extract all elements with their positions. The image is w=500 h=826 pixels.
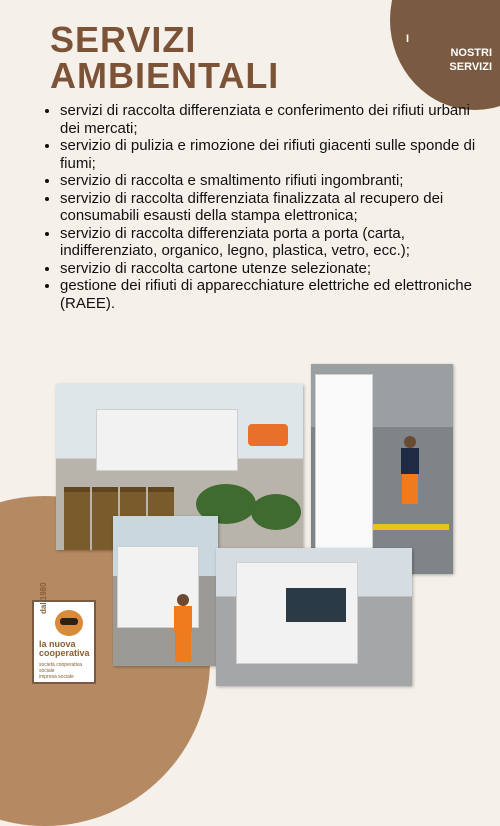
page-title-line1: SERVIZI bbox=[50, 19, 197, 60]
truck-shape bbox=[96, 409, 238, 471]
van-shape bbox=[315, 374, 373, 551]
service-item: • servizio di pulizia e rimozione dei rifiuti giacenti sulle sponde di fiumi; bbox=[60, 137, 480, 172]
corner-badge-line1: I bbox=[406, 33, 410, 45]
bin-shape bbox=[64, 487, 90, 550]
photo-street-sweeper bbox=[216, 548, 412, 686]
worker-figure bbox=[395, 436, 425, 504]
windshield-shape bbox=[286, 588, 346, 622]
service-item: • servizio di raccolta differenziata finalizzata al recupero dei consumabili esausti della stampa elettronica; bbox=[60, 190, 480, 225]
company-logo bbox=[32, 582, 96, 684]
corner-badge-line2: NOSTRI bbox=[450, 47, 492, 59]
logo-since: dal 1980 bbox=[39, 582, 48, 614]
logo-name-line2: cooperativa bbox=[39, 648, 90, 658]
service-item: • servizio di raccolta differenziata porta a porta (carta, indifferenziato, organico, legno, plastica, vetro, ecc.); bbox=[60, 225, 480, 260]
page-title bbox=[50, 19, 280, 96]
service-item: • gestione dei rifiuti di apparecchiature elettriche ed elettroniche (RAEE). bbox=[60, 277, 480, 312]
logo-tagline-line2: impresa sociale bbox=[39, 674, 74, 680]
raccoon-icon bbox=[55, 610, 83, 636]
service-item: • servizi di raccolta differenziata e conferimento dei rifiuti urbani dei mercati; bbox=[60, 102, 480, 137]
service-item: • servizio di raccolta e smaltimento rifiuti ingombranti; bbox=[60, 172, 480, 190]
logo-name bbox=[39, 640, 91, 658]
service-item: • servizio di raccolta cartone utenze selezionate; bbox=[60, 260, 480, 278]
worker-figure bbox=[171, 594, 195, 662]
car-shape bbox=[248, 424, 288, 446]
greenery-shape bbox=[251, 494, 301, 530]
corner-badge-line3: SERVIZI bbox=[449, 61, 492, 73]
logo-name-line1: la nuova bbox=[39, 639, 76, 649]
photo-worker-with-van bbox=[311, 364, 453, 574]
photo-worker-with-truck bbox=[113, 516, 218, 666]
road-line bbox=[373, 524, 449, 530]
services-list bbox=[42, 102, 480, 312]
corner-badge bbox=[402, 32, 492, 74]
logo-tagline-line1: società cooperativa sociale bbox=[39, 662, 83, 674]
page-title-line2: AMBIENTALI bbox=[50, 55, 280, 96]
logo-tagline bbox=[39, 662, 91, 680]
